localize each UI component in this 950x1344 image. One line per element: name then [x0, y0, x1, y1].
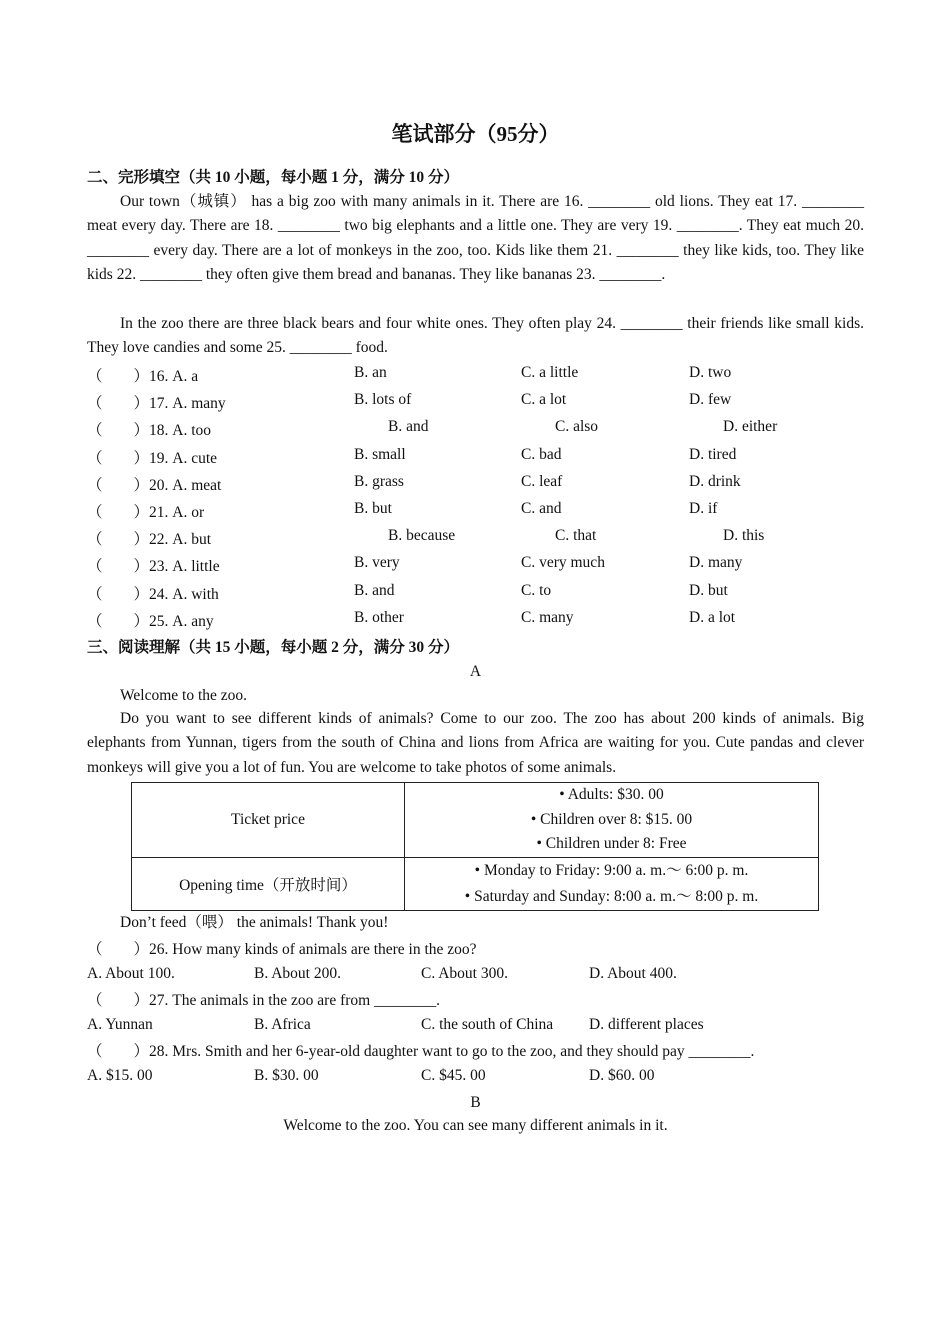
option-d: D. many: [689, 554, 743, 572]
option-c: C. to: [521, 581, 552, 599]
ticket-adults: • Adults: $30. 00: [559, 786, 664, 803]
opening-time-label: Opening time（开放时间）: [132, 857, 405, 910]
ticket-table: [131, 782, 819, 911]
ticket-price-label: Ticket price: [132, 783, 405, 858]
reading-options-row: [87, 1067, 864, 1087]
option-b: B. $30. 00: [254, 1067, 319, 1084]
reading-question-stem: （ ）28. Mrs. Smith and her 6-year-old daughter want to go to the zoo, and they should pay ________.: [87, 1043, 755, 1060]
option-c: C. a little: [521, 364, 579, 381]
reading-question-stem: （ ）27. The animals in the zoo are from ________.: [87, 992, 440, 1009]
cloze-question-row: [87, 418, 864, 438]
option-b: B. very: [354, 554, 400, 572]
option-b: B. About 200.: [254, 965, 341, 982]
option-b: B. Africa: [254, 1016, 311, 1033]
ticket-row: [132, 783, 819, 858]
cloze-question-stem: （ ）19. A. cute: [87, 449, 218, 467]
option-d: D. $60. 00: [589, 1067, 655, 1084]
option-b: B. lots of: [354, 391, 412, 409]
option-d: D. different places: [589, 1016, 704, 1033]
option-d: D. this: [723, 527, 765, 545]
option-a: A. Yunnan: [87, 1016, 153, 1033]
zoo-intro: Do you want to see different kinds of animals? Come to our zoo. The zoo has about 200 kinds of animals. Big elephants from Yunnan, tigers from the south of China and lions from Africa are waiting for you. Cute pandas and clever monkeys will give you a lot of fun. You are welcome to take photos of some animals.: [87, 710, 864, 776]
cloze-question-stem: （ ）22. A. but: [87, 531, 212, 549]
section-cloze-heading: 二、完形填空（共 10 小题，每小题 1 分，满分 10 分）: [87, 169, 460, 186]
option-c: C. the south of China: [421, 1016, 554, 1033]
option-d: D. a lot: [689, 608, 736, 626]
option-d: D. either: [723, 418, 778, 436]
cloze-question-stem: （ ）18. A. too: [87, 422, 212, 440]
cloze-question-row: [87, 473, 864, 493]
option-c: C. very much: [521, 554, 605, 572]
cloze-question-stem: （ ）23. A. little: [87, 558, 220, 576]
option-a: A. $15. 00: [87, 1067, 153, 1084]
option-d: D. tired: [689, 445, 737, 463]
option-d: D. if: [689, 500, 718, 517]
part-b-intro: Welcome to the zoo. You can see many different animals in it.: [283, 1117, 668, 1134]
part-a-label: A: [469, 663, 482, 680]
reading-options-row: [87, 1016, 864, 1036]
cloze-question-stem: （ ）16. A. a: [87, 368, 199, 385]
option-d: D. few: [689, 391, 732, 409]
option-c: C. a lot: [521, 391, 567, 409]
feed-note: Don’t feed（喂） the animals! Thank you!: [120, 914, 389, 931]
cloze-question-row: [87, 554, 864, 574]
reading-options-row: [87, 965, 864, 985]
cloze-question-row: [87, 364, 864, 384]
cloze-question-row: [87, 500, 864, 520]
opening-time-values: [405, 857, 819, 910]
cloze-question-row: [87, 527, 864, 547]
cloze-question-stem: （ ）17. A. many: [87, 395, 226, 413]
option-b: B. but: [354, 500, 392, 517]
ticket-price-values: [405, 783, 819, 858]
option-c: C. $45. 00: [421, 1067, 486, 1084]
option-b: B. and: [354, 581, 395, 599]
part-b-label: B: [470, 1094, 481, 1111]
option-a: A. About 100.: [87, 965, 175, 982]
option-b: B. and: [388, 418, 429, 436]
option-b: B. because: [388, 527, 456, 545]
cloze-question-row: [87, 446, 864, 466]
ticket-children-over-8: • Children over 8: $15. 00: [530, 810, 693, 828]
option-d: D. drink: [689, 472, 741, 490]
opening-weekdays: • Monday to Friday: 9:00 a. m.～ 6:00 p. m.: [474, 861, 749, 879]
option-c: C. leaf: [521, 472, 563, 490]
option-b: B. other: [354, 608, 404, 626]
option-d: D. About 400.: [589, 965, 677, 982]
option-c: C. About 300.: [421, 965, 508, 982]
option-c: C. and: [521, 500, 562, 517]
cloze-passage-2: In the zoo there are three black bears and four white ones. They often play 24. ________ their friends like small kids. They love candies and some 25. ________ food.: [87, 315, 864, 357]
option-d: D. but: [689, 581, 728, 599]
opening-row: [132, 857, 819, 910]
cloze-question-row: [87, 582, 864, 602]
page-title: 笔试部分（95分）: [391, 122, 560, 146]
option-c: C. that: [555, 527, 597, 545]
cloze-question-row: [87, 609, 864, 629]
option-d: D. two: [689, 364, 732, 381]
option-c: C. also: [555, 418, 599, 436]
cloze-question-stem: （ ）20. A. meat: [87, 476, 222, 494]
option-c: C. bad: [521, 445, 562, 463]
cloze-question-stem: （ ）21. A. or: [87, 504, 205, 521]
welcome-text: Welcome to the zoo.: [120, 687, 248, 704]
opening-weekends: • Saturday and Sunday: 8:00 a. m.～ 8:00 p. m.: [464, 887, 759, 905]
section-reading-heading: 三、阅读理解（共 15 小题，每小题 2 分，满分 30 分）: [87, 639, 460, 656]
cloze-passage-1: Our town（城镇） has a big zoo with many animals in it. There are 16. ________ old lions. They eat 17. ________ meat every day. There are 18. ________ two big elephants and a little one. They are very 19. ________. They eat much 20. ________ every day. There are a lot of monkeys in the zoo, too. Kids like them 21. ________ they like kids, too. They like kids 22. ________ they often give them bread and bananas. They like bananas 23. ________.: [87, 193, 864, 284]
cloze-question-stem: （ ）25. A. any: [87, 612, 214, 630]
reading-question-stem: （ ）26. How many kinds of animals are there in the zoo?: [87, 941, 477, 958]
cloze-question-row: [87, 391, 864, 411]
option-b: B. grass: [354, 472, 404, 490]
ticket-children-under-8: • Children under 8: Free: [536, 835, 687, 852]
option-b: B. small: [354, 445, 406, 463]
cloze-question-stem: （ ）24. A. with: [87, 585, 219, 603]
option-b: B. an: [354, 364, 387, 381]
option-c: C. many: [521, 608, 574, 626]
